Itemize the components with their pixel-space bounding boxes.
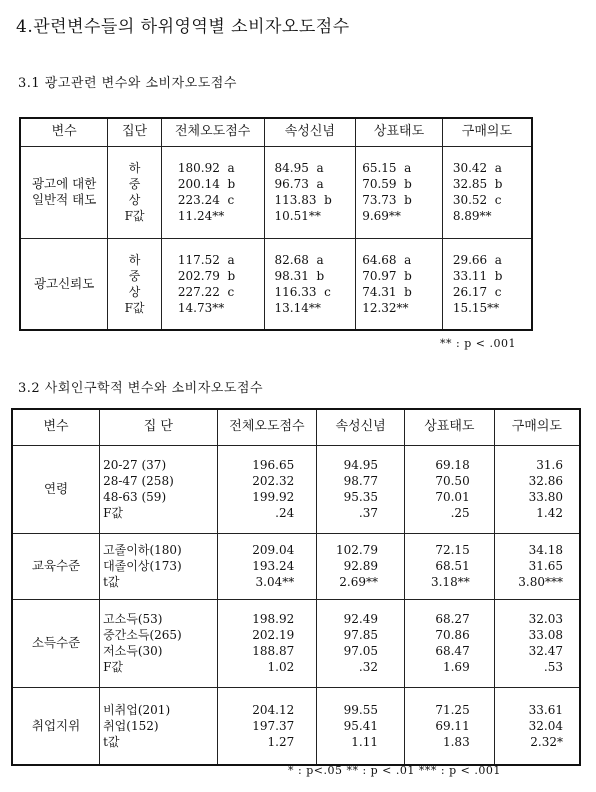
brand-attitude-cell: 71.25 69.11 1.83 (405, 687, 495, 765)
total-score-cell: 198.92 202.19 188.87 1.02 (217, 599, 317, 687)
group-cell: 하 중 상 F값 (108, 238, 162, 330)
table-row (12, 599, 580, 687)
group-cell: 하 중 상 F값 (108, 146, 162, 238)
attribute-belief-cell: 92.49 97.85 97.05 .32 (317, 599, 405, 687)
section1-footnote: ** : p < .001 (440, 337, 516, 350)
header-variable: 변수 (12, 409, 100, 445)
section2-footnote: * : p<.05 ** : p < .01 *** : p < .001 (288, 764, 501, 777)
group-cell: 20-27 (37) 28-47 (258) 48-63 (59) F값 (100, 445, 218, 533)
page-title: 4.관련변수들의 하위영역별 소비자오도점수 (16, 17, 350, 37)
total-score-cell: 180.92 a 200.14 b 223.24 c 11.24** (161, 146, 264, 238)
variable-cell: 교육수준 (12, 533, 100, 599)
header-brand-attitude: 상표태도 (356, 118, 443, 146)
purchase-intent-cell: 29.66 a 33.11 b 26.17 c 15.15** (442, 238, 532, 330)
table-row (12, 687, 580, 765)
group-cell: 비취업(201) 취업(152) t값 (100, 687, 218, 765)
header-brand-attitude: 상표태도 (405, 409, 495, 445)
header-total-score: 전체오도점수 (161, 118, 264, 146)
attribute-belief-cell: 99.55 95.41 1.11 (317, 687, 405, 765)
brand-attitude-cell: 64.68 a 70.97 b 74.31 b 12.32** (356, 238, 443, 330)
variable-cell: 광고에 대한 일반적 태도 (20, 146, 108, 238)
table-row (20, 146, 532, 238)
total-score-cell: 196.65 202.32 199.92 .24 (217, 445, 317, 533)
header-variable: 변수 (20, 118, 108, 146)
purchase-intent-cell: 33.61 32.04 2.32* (494, 687, 580, 765)
brand-attitude-cell: 72.15 68.51 3.18** (405, 533, 495, 599)
variable-cell: 소득수준 (12, 599, 100, 687)
header-purchase-intent: 구매의도 (494, 409, 580, 445)
purchase-intent-cell: 30.42 a 32.85 b 30.52 c 8.89** (442, 146, 532, 238)
section2-heading: 3.2 사회인구학적 변수와 소비자오도점수 (18, 381, 263, 396)
header-group: 집 단 (100, 409, 218, 445)
header-purchase-intent: 구매의도 (442, 118, 532, 146)
attribute-belief-cell: 82.68 a 98.31 b 116.33 c 13.14** (264, 238, 356, 330)
table-demographic-variables (11, 408, 581, 766)
attribute-belief-cell: 94.95 98.77 95.35 .37 (317, 445, 405, 533)
table-row (12, 533, 580, 599)
header-total-score: 전체오도점수 (217, 409, 317, 445)
header-attribute-belief: 속성신념 (317, 409, 405, 445)
total-score-cell: 117.52 a 202.79 b 227.22 c 14.73** (161, 238, 264, 330)
total-score-cell: 204.12 197.37 1.27 (217, 687, 317, 765)
variable-cell: 연령 (12, 445, 100, 533)
brand-attitude-cell: 68.27 70.86 68.47 1.69 (405, 599, 495, 687)
group-cell: 고소득(53) 중간소득(265) 저소득(30) F값 (100, 599, 218, 687)
total-score-cell: 209.04 193.24 3.04** (217, 533, 317, 599)
variable-cell: 취업지위 (12, 687, 100, 765)
brand-attitude-cell: 65.15 a 70.59 b 73.73 b 9.69** (356, 146, 443, 238)
table-ad-variables (19, 117, 533, 331)
purchase-intent-cell: 31.6 32.86 33.80 1.42 (494, 445, 580, 533)
table-row (20, 238, 532, 330)
purchase-intent-cell: 32.03 33.08 32.47 .53 (494, 599, 580, 687)
variable-cell: 광고신뢰도 (20, 238, 108, 330)
purchase-intent-cell: 34.18 31.65 3.80*** (494, 533, 580, 599)
brand-attitude-cell: 69.18 70.50 70.01 .25 (405, 445, 495, 533)
table-row (12, 445, 580, 533)
attribute-belief-cell: 102.79 92.89 2.69** (317, 533, 405, 599)
header-attribute-belief: 속성신념 (264, 118, 356, 146)
section1-heading: 3.1 광고관련 변수와 소비자오도점수 (18, 76, 237, 91)
attribute-belief-cell: 84.95 a 96.73 a 113.83 b 10.51** (264, 146, 356, 238)
header-group: 집단 (108, 118, 162, 146)
group-cell: 고졸이하(180) 대졸이상(173) t값 (100, 533, 218, 599)
